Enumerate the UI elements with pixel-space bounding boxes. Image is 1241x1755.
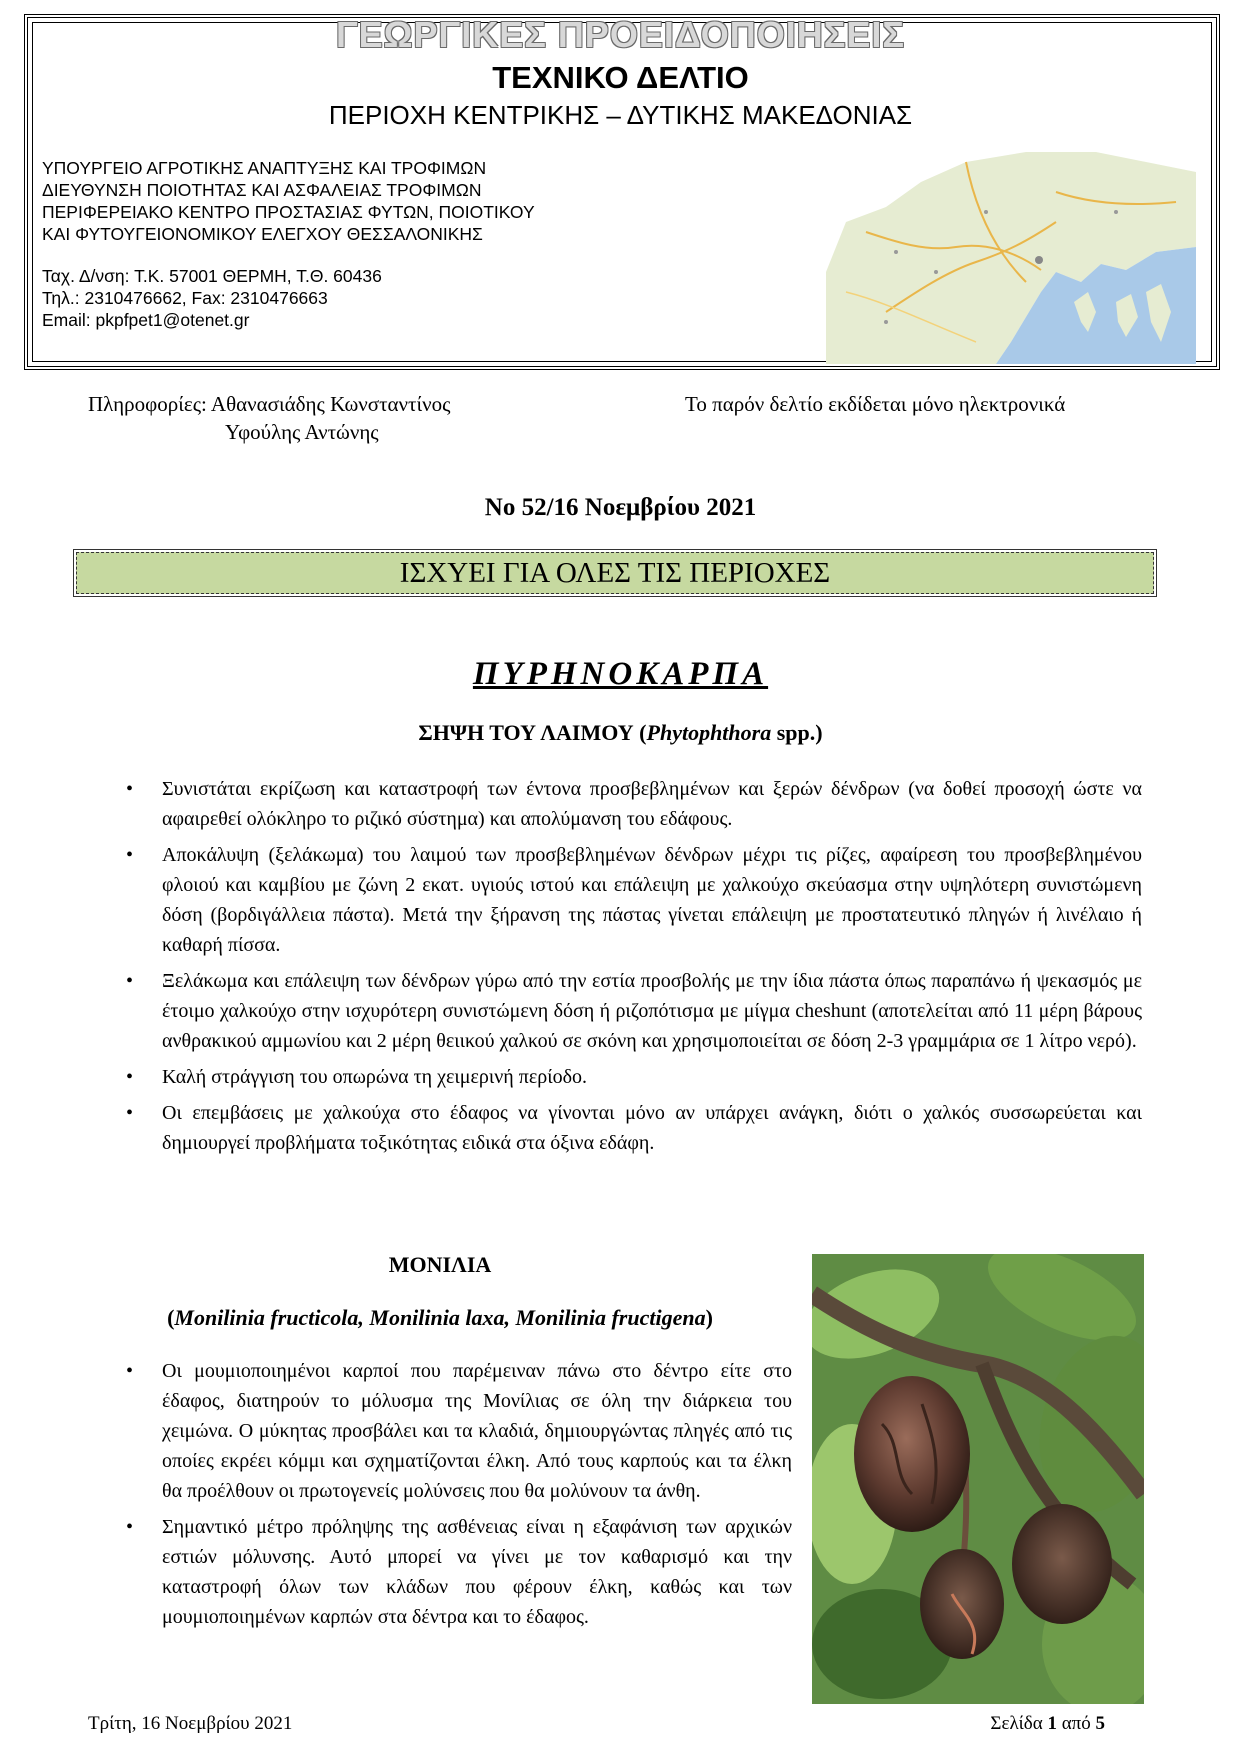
email-line: Email: pkpfpet1@otenet.gr	[42, 310, 250, 330]
disease-title: ΜΟΝΙΛΙΑ	[388, 1252, 492, 1277]
region-title: ΠΕΡΙΟΧΗ ΚΕΝΤΡΙΚΗΣ – ΔΥΤΙΚΗΣ ΜΑΚΕΔΟΝΙΑΣ	[328, 100, 913, 130]
disease-title-scientific: Phytophthora	[646, 720, 772, 745]
recommendations-list	[126, 774, 1142, 1164]
monilia-list	[126, 1356, 792, 1638]
org-line: ΥΠΟΥΡΓΕΙΟ ΑΓΡΟΤΙΚΗΣ ΑΝΑΠΤΥΞΗΣ ΚΑΙ ΤΡΟΦΙΜΩΝ	[42, 158, 487, 178]
page-current: 1	[1047, 1713, 1057, 1734]
page-number	[990, 1713, 1105, 1735]
phone-line: Τηλ.: 2310476662, Fax: 2310476663	[42, 288, 328, 308]
org-line: ΠΕΡΙΦΕΡΕΙΑΚΟ ΚΕΝΤΡΟ ΠΡΟΣΤΑΣΙΑΣ ΦΥΤΩΝ, ΠΟΙΟΤΙΚΟΥ	[42, 202, 535, 222]
info-contacts-second: Υφούλης Αντώνης	[225, 420, 379, 444]
list-item: • Οι επεμβάσεις με χαλκούχα στο έδαφος να γίνονται μόνο αν υπάρχει ανάγκη, διότι ο χαλκός συσσωρεύεται και δημιουργεί προβλήματα τοξικότητας ειδικά στα όξινα εδάφη.	[126, 1098, 1142, 1158]
paren-close: )	[705, 1305, 713, 1330]
electronic-note: Το παρόν δελτίο εκδίδεται μόνο ηλεκτρονικά	[685, 392, 1066, 416]
page-label: Σελίδα	[990, 1713, 1048, 1734]
mummified-fruit-photo	[812, 1254, 1144, 1704]
disease-title-prefix: ΣΗΨΗ ΤΟΥ ΛΑΙΜΟΥ (	[418, 720, 647, 745]
bulletin-title: ΤΕΧΝΙΚΟ ΔΕΛΤΙΟ	[492, 60, 749, 95]
org-line: ΔΙΕΥΘΥΝΣΗ ΠΟΙΟΤΗΤΑΣ ΚΑΙ ΑΣΦΑΛΕΙΑΣ ΤΡΟΦΙΜΩΝ	[42, 180, 482, 200]
list-item: • Οι μουμιοποιημένοι καρποί που παρέμειναν πάνω στο δέντρο είτε στο έδαφος, διατηρούν το μόλυσμα της Μονίλιας σε όλη την διάρκεια του χειμώνα. Ο μύκητας προσβάλει και τα κλαδιά, δημιουργώντας πληγές από τις οποίες εκρέει κόμμι και σχηματίζονται έλκη. Από τους καρπούς και τα έλκη θα προέλθουν οι πρωτογενείς μολύνσεις που θα μολύνουν τα άνθη.	[126, 1356, 792, 1506]
footer-date: Τρίτη, 16 Νοεμβρίου 2021	[88, 1713, 293, 1734]
disease-title-suffix: spp.)	[771, 720, 823, 745]
region-map-image	[826, 152, 1196, 364]
bulletin-number: Νο 52/16 Νοεμβρίου 2021	[484, 494, 757, 521]
address-line: Ταχ. Δ/νση: Τ.Κ. 57001 ΘΕΡΜΗ, Τ.Θ. 60436	[42, 266, 382, 286]
header-banner: ΓΕΩΡΓΙΚΕΣ ΠΡΟΕΙΔΟΠΟΙΗΣΕΙΣ	[336, 14, 905, 55]
page-total: 5	[1095, 1713, 1105, 1734]
validity-banner: ΙΣΧΥΕΙ ΓΙΑ ΟΛΕΣ ΤΙΣ ΠΕΡΙΟΧΕΣ	[76, 552, 1154, 594]
info-contacts: Πληροφορίες: Αθανασιάδης Κωνσταντίνος	[88, 392, 451, 416]
disease-title	[0, 720, 1241, 746]
list-item: • Αποκάλυψη (ξελάκωμα) του λαιμού των προσβεβλημένων δένδρων μέχρι τις ρίζες, αφαίρεση του προσβεβλημένου φλοιού και καμβίου με ζώνη 2 εκατ. υγιούς ιστού και επάλειψη με χαλκούχο σκεύασμα στην υψηλότερη συνιστώμενη δόση (βορδιγάλλεια πάστα). Μετά την ξήρανση της πάστας γίνεται επάλειψη με προστατευτικό πληγών ή λινέλαιο ή καθαρή πίσσα.	[126, 840, 1142, 960]
org-line: ΚΑΙ ΦΥΤΟΥΓΕΙΟΝΟΜΙΚΟΥ ΕΛΕΓΧΟΥ ΘΕΣΣΑΛΟΝΙΚΗΣ	[42, 224, 483, 244]
list-item: • Καλή στράγγιση του οπωρώνα τη χειμερινή περίοδο.	[126, 1062, 1142, 1092]
disease-scientific-names	[110, 1305, 770, 1331]
page-of: από	[1056, 1713, 1096, 1734]
list-item: • Σημαντικό μέτρο πρόληψης της ασθένειας είναι η εξαφάνιση των αρχικών εστιών μόλυνσης. Αυτό μπορεί να γίνει με τον καθαρισμό και την καταστροφή όλων των κλάδων που φέρουν έλκη, καθώς και των μουμιοποιημένων καρπών στα δέντρα και το έδαφος.	[126, 1512, 792, 1632]
scientific-names: Monilinia fructicola, Monilinia laxa, Monilinia fructigena	[174, 1305, 706, 1330]
list-item: • Ξελάκωμα και επάλειψη των δένδρων γύρω από την εστία προσβολής με την ίδια πάστα όπως παραπάνω ή ψεκασμός με έτοιμο χαλκούχο στην ισχυρότερη συνιστώμενη δόση ή ριζοπότισμα με μίγμα cheshunt (αποτελείται από 11 μέρη βάρους ανθρακικού αμμωνίου και 2 μέρη θειικού χαλκού σε σκόνη και χρησιμοποιείται σε δόση 2-3 γραμμάρια σε 1 λίτρο νερό).	[126, 966, 1142, 1056]
list-item: • Συνιστάται εκρίζωση και καταστροφή των έντονα προσβεβλημένων και ξερών δένδρων (να δοθεί προσοχή ώστε να αφαιρεθεί ολόκληρο το ριζικό σύστημα) και απολύμανση του εδάφους.	[126, 774, 1142, 834]
paren-open: (	[167, 1305, 175, 1330]
section-title: ΠΥΡΗΝΟΚΑΡΠΑ	[472, 656, 769, 692]
